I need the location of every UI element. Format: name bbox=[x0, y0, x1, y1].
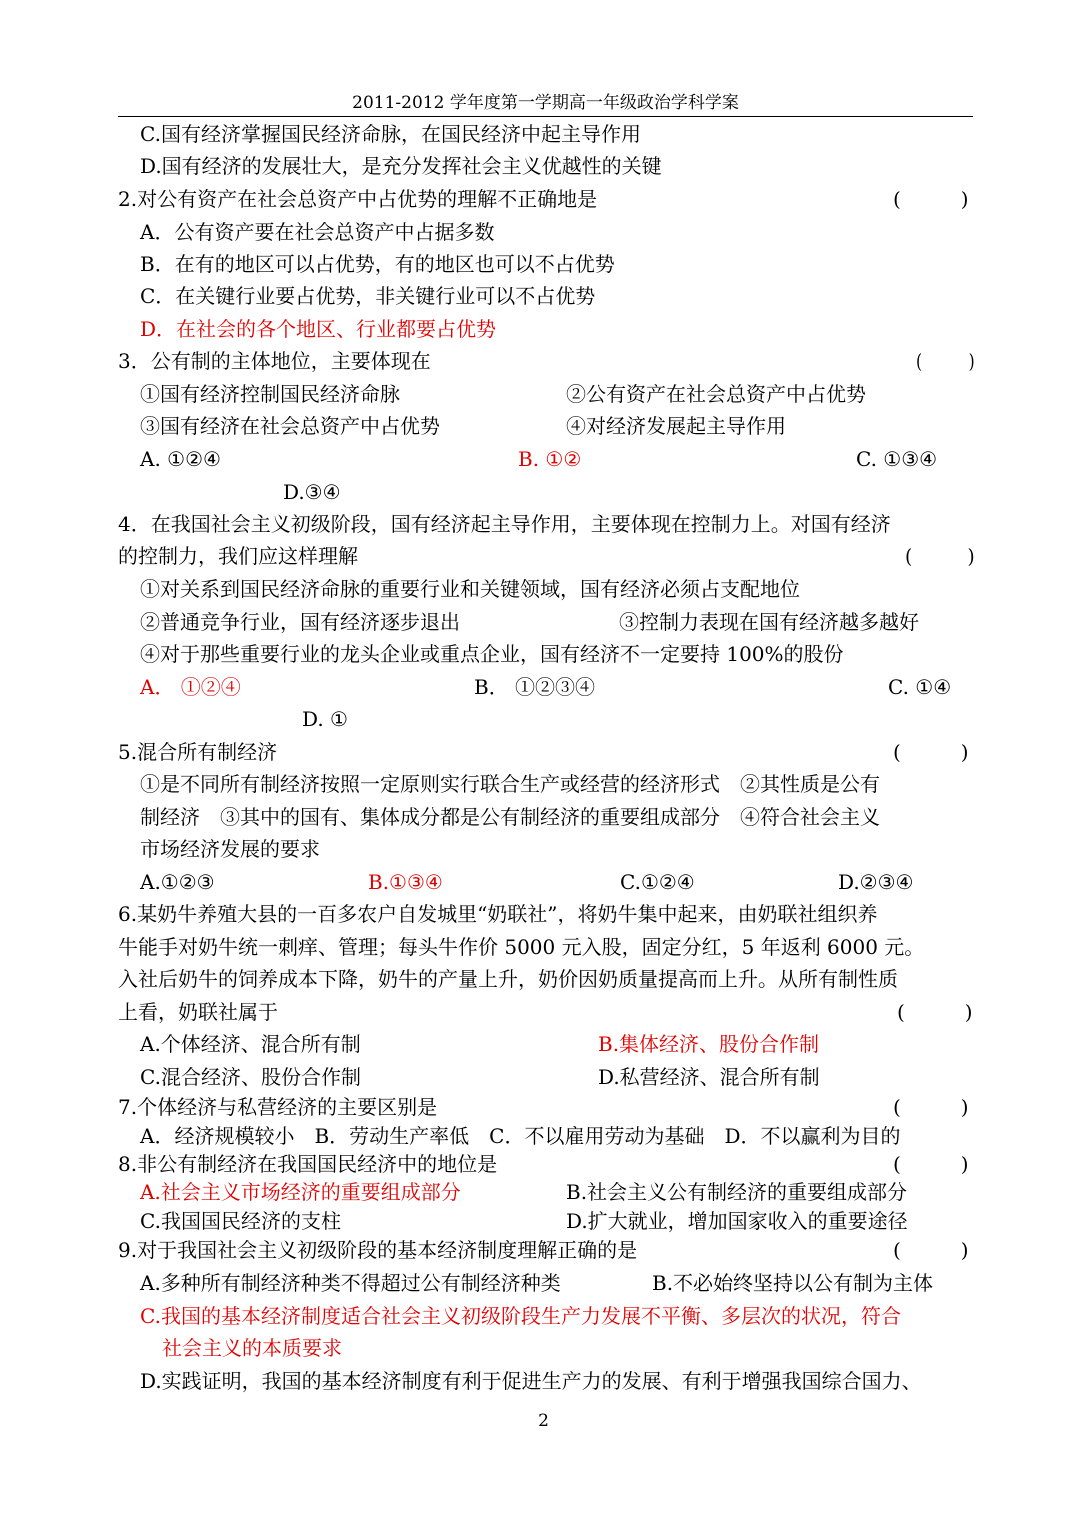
q7-options: A．经济规模较小 B．劳动生产率低 C．不以雇用劳动为基础 D．不以赢利为目的 bbox=[140, 1124, 901, 1148]
q3-option-c: C. ①③④ bbox=[856, 447, 938, 471]
q4-item-2: ②普通竞争行业，国有经济逐步退出 bbox=[140, 610, 460, 634]
q9-answer-paren: ( ) bbox=[893, 1238, 969, 1262]
page-number: 2 bbox=[538, 1411, 549, 1431]
q2-option-a: A．公有资产要在社会总资产中占据多数 bbox=[140, 220, 495, 244]
q5-option-b-answer: B.①③④ bbox=[368, 870, 443, 894]
q9-option-a: A.多种所有制经济种类不得超过公有制经济种类 bbox=[140, 1271, 561, 1295]
q3-option-b-answer: B. ①② bbox=[518, 447, 582, 471]
q4-item-1: ①对关系到国民经济命脉的重要行业和关键领域，国有经济必须占支配地位 bbox=[140, 577, 800, 601]
q9-option-b: B.不必始终坚持以公有制为主体 bbox=[652, 1271, 934, 1295]
q1-option-d: D.国有经济的发展壮大，是充分发挥社会主义优越性的关键 bbox=[140, 154, 662, 178]
q5-option-a: A.①②③ bbox=[140, 870, 215, 894]
q2-stem: 2.对公有资产在社会总资产中占优势的理解不正确地是 bbox=[118, 187, 598, 211]
q9-option-c-answer-line-1: C.我国的基本经济制度适合社会主义初级阶段生产力发展不平衡、多层次的状况，符合 bbox=[140, 1304, 901, 1328]
q3-option-d: D.③④ bbox=[283, 480, 341, 504]
q6-option-a: A.个体经济、混合所有制 bbox=[140, 1032, 361, 1056]
q3-option-a: A. ①②④ bbox=[140, 447, 221, 471]
q3-stem: 3．公有制的主体地位，主要体现在 bbox=[118, 349, 431, 373]
q6-option-c: C.混合经济、股份合作制 bbox=[140, 1065, 361, 1089]
q8-stem: 8.非公有制经济在我国国民经济中的地位是 bbox=[118, 1152, 498, 1176]
q9-stem: 9.对于我国社会主义初级阶段的基本经济制度理解正确的是 bbox=[118, 1238, 638, 1262]
q5-option-c: C.①②④ bbox=[620, 870, 695, 894]
q4-option-b: B． ①②③④ bbox=[474, 675, 596, 699]
q9-option-c-answer-line-2: 社会主义的本质要求 bbox=[162, 1336, 342, 1360]
q6-line-4: 上看，奶联社属于 bbox=[118, 1000, 278, 1024]
q7-stem: 7.个体经济与私营经济的主要区别是 bbox=[118, 1095, 438, 1119]
q9-option-d: D.实践证明，我国的基本经济制度有利于促进生产力的发展、有利于增强我国综合国力、 bbox=[140, 1369, 922, 1393]
q4-answer-paren: ( ) bbox=[905, 544, 975, 568]
q6-line-1: 6.某奶牛养殖大县的一百多农户自发城里“奶联社”，将奶牛集中起来，由奶联社组织养 bbox=[118, 902, 878, 926]
q7-answer-paren: ( ) bbox=[893, 1095, 969, 1119]
q3-item-4: ④对经济发展起主导作用 bbox=[566, 414, 786, 438]
q4-option-d: D. ① bbox=[302, 707, 348, 731]
q5-line-2: 制经济 ③其中的国有、集体成分都是公有制经济的重要组成部分 ④符合社会主义 bbox=[140, 805, 880, 829]
q8-option-b: B.社会主义公有制经济的重要组成部分 bbox=[566, 1180, 908, 1204]
q4-item-4: ④对于那些重要行业的龙头企业或重点企业，国有经济不一定要持 100%的股份 bbox=[140, 642, 844, 666]
q4-stem-line-1: 4．在我国社会主义初级阶段，国有经济起主导作用，主要体现在控制力上。对国有经济 bbox=[118, 512, 891, 536]
q4-stem-line-2: 的控制力，我们应这样理解 bbox=[118, 544, 358, 568]
q5-line-1: ①是不同所有制经济按照一定原则实行联合生产或经营的经济形式 ②其性质是公有 bbox=[140, 772, 880, 796]
page-header: 2011-2012 学年度第一学期高一年级政治学科学案 bbox=[118, 90, 973, 117]
q1-option-c: C.国有经济掌握国民经济命脉，在国民经济中起主导作用 bbox=[140, 122, 641, 146]
q5-option-d: D.②③④ bbox=[838, 870, 914, 894]
q4-option-a-answer: A． ①②④ bbox=[140, 675, 241, 699]
q6-line-2: 牛能手对奶牛统一刺痒、管理；每头牛作价 5000 元入股，固定分红，5 年返利 6000 元。 bbox=[118, 935, 925, 959]
q5-stem: 5.混合所有制经济 bbox=[118, 740, 278, 764]
q8-option-d: D.扩大就业，增加国家收入的重要途径 bbox=[566, 1209, 908, 1233]
q8-option-c: C.我国国民经济的支柱 bbox=[140, 1209, 341, 1233]
q2-option-d-answer: D．在社会的各个地区、行业都要占优势 bbox=[140, 317, 497, 341]
q2-option-c: C．在关键行业要占优势，非关键行业可以不占优势 bbox=[140, 284, 596, 308]
q6-answer-paren: ( ) bbox=[897, 1000, 973, 1024]
q8-answer-paren: ( ) bbox=[893, 1152, 969, 1176]
q3-item-3: ③国有经济在社会总资产中占优势 bbox=[140, 414, 440, 438]
q8-option-a-answer: A.社会主义市场经济的重要组成部分 bbox=[140, 1180, 461, 1204]
q6-option-d: D.私营经济、混合所有制 bbox=[598, 1065, 820, 1089]
q5-line-3: 市场经济发展的要求 bbox=[140, 837, 320, 861]
q4-option-c: C. ①④ bbox=[888, 675, 952, 699]
q4-item-3: ③控制力表现在国有经济越多越好 bbox=[619, 610, 919, 634]
q6-option-b-answer: B.集体经济、股份合作制 bbox=[598, 1032, 820, 1056]
q6-line-3: 入社后奶牛的饲养成本下降，奶牛的产量上升，奶价因奶质量提高而上升。从所有制性质 bbox=[118, 967, 898, 991]
q3-item-2: ②公有资产在社会总资产中占优势 bbox=[566, 382, 866, 406]
q5-answer-paren: ( ) bbox=[893, 740, 969, 764]
q2-option-b: B．在有的地区可以占优势，有的地区也可以不占优势 bbox=[140, 252, 615, 276]
q3-item-1: ①国有经济控制国民经济命脉 bbox=[140, 382, 400, 406]
q2-answer-paren: ( ) bbox=[893, 187, 969, 211]
q3-answer-paren: ( ) bbox=[916, 349, 975, 373]
